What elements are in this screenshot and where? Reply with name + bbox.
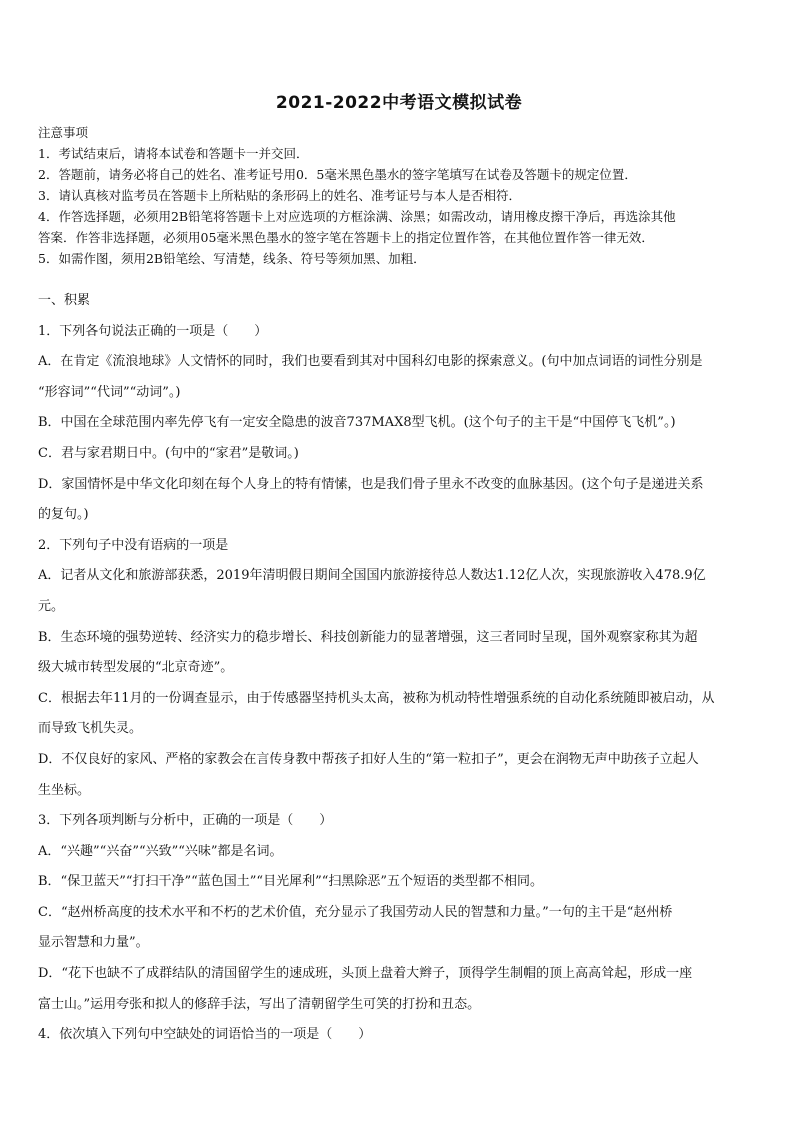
question-line: A．记者从文化和旅游部获悉，2019年清明假日期间全国国内旅游接待总人数达1.12亿人次，实现旅游收入478.9亿	[38, 568, 706, 584]
question-line: 的复句。)	[38, 507, 89, 523]
question-line: B．生态环境的强势逆转、经济实力的稳步增长、科技创新能力的显著增强，这三者同时呈现，国外观察家称其为超	[38, 629, 698, 645]
notice-line: 答案．作答非选择题，必须用05毫米黑色墨水的签字笔在答题卡上的指定位置作答，在其他位置作答一律无效．	[38, 230, 654, 245]
notice-block	[38, 122, 760, 269]
question-line: 1．下列各句说法正确的一项是（ ）	[38, 323, 268, 339]
question-line: B．“保卫蓝天”“打扫干净”“蓝色国土”“目光犀利”“扫黑除恶”五个短语的类型都不相同。	[38, 874, 544, 890]
notice-line: 4．作答选择题，必须用2B铅笔将答题卡上对应选项的方框涂满、涂黑；如需改动，请用橡皮擦干净后，再选涂其他	[38, 209, 676, 224]
question-line: 4．依次填入下列句中空缺处的词语恰当的一项是（ ）	[38, 1027, 372, 1043]
notice-line: 3．请认真核对监考员在答题卡上所粘贴的条形码上的姓名、准考证号与本人是否相符．	[38, 188, 521, 203]
page-title: 2021-2022中考语文模拟试卷	[275, 93, 523, 113]
question-line: C．根据去年11月的一份调查显示，由于传感器坚持机头太高，被称为机动特性增强系统的自动化系统随即被启动，从	[38, 690, 715, 706]
question-line: C．君与家君期日中。(句中的“家君”是敬词。)	[38, 445, 299, 461]
question-line: 级大城市转型发展的“北京奇迹”。	[38, 660, 234, 676]
question-line: 而导致飞机失灵。	[38, 721, 143, 737]
question-line: 生坐标。	[38, 782, 91, 798]
question-line: B．中国在全球范围内率先停飞有一定安全隐患的波音737MAX8型飞机。(这个句子的主干是“中国停飞飞机”。)	[38, 415, 676, 431]
question-line: D．家国情怀是中华文化印刻在每个人身上的特有情愫，也是我们骨子里永不改变的血脉基因。(这个句子是递进关系	[38, 476, 704, 492]
question-line: 富士山。”运用夸张和拟人的修辞手法，写出了清朝留学生可笑的打扮和丑态。	[38, 996, 481, 1012]
notice-line: 5．如需作图，须用2B铅笔绘、写清楚，线条、符号等须加黑、加粗．	[38, 251, 426, 266]
notice-line: 2．答题前，请务必将自己的姓名、准考证号用0．5毫米黑色墨水的签字笔填写在试卷及答题卡的规定位置．	[38, 167, 637, 182]
question-line: D．不仅良好的家风、严格的家教会在言传身教中帮孩子扣好人生的“第一粒扣子”，更会在润物无声中助孩子立起人	[38, 751, 699, 767]
section-heading: 一、积累	[38, 293, 91, 308]
question-line: D．“花下也缺不了成群结队的清国留学生的速成班，头顶上盘着大辫子，顶得学生制帽的顶上高高耸起，形成一座	[38, 966, 693, 982]
question-line: C．“赵州桥高度的技术水平和不朽的艺术价值，充分显示了我国劳动人民的智慧和力量。”一句的主干是“赵州桥	[38, 904, 673, 920]
question-body	[38, 286, 760, 1051]
question-line: 元。	[38, 598, 65, 614]
notice-line: 1．考试结束后，请将本试卷和答题卡一并交回．	[38, 146, 309, 161]
question-line: 3．下列各项判断与分析中，正确的一项是（ ）	[38, 813, 333, 829]
question-line: 2．下列句子中没有语病的一项是	[38, 537, 229, 553]
notice-heading: 注意事项	[38, 125, 89, 140]
question-line: “形容词”“代词”“动词”。)	[38, 384, 181, 400]
question-line: A．“兴趣”“兴奋”“兴致”“兴味”都是名词。	[38, 843, 283, 859]
question-line: 显示智慧和力量”。	[38, 935, 149, 951]
question-line: A．在肯定《流浪地球》人文情怀的同时，我们也要看到其对中国科幻电影的探索意义。(句中加点词语的词性分别是	[38, 354, 703, 370]
